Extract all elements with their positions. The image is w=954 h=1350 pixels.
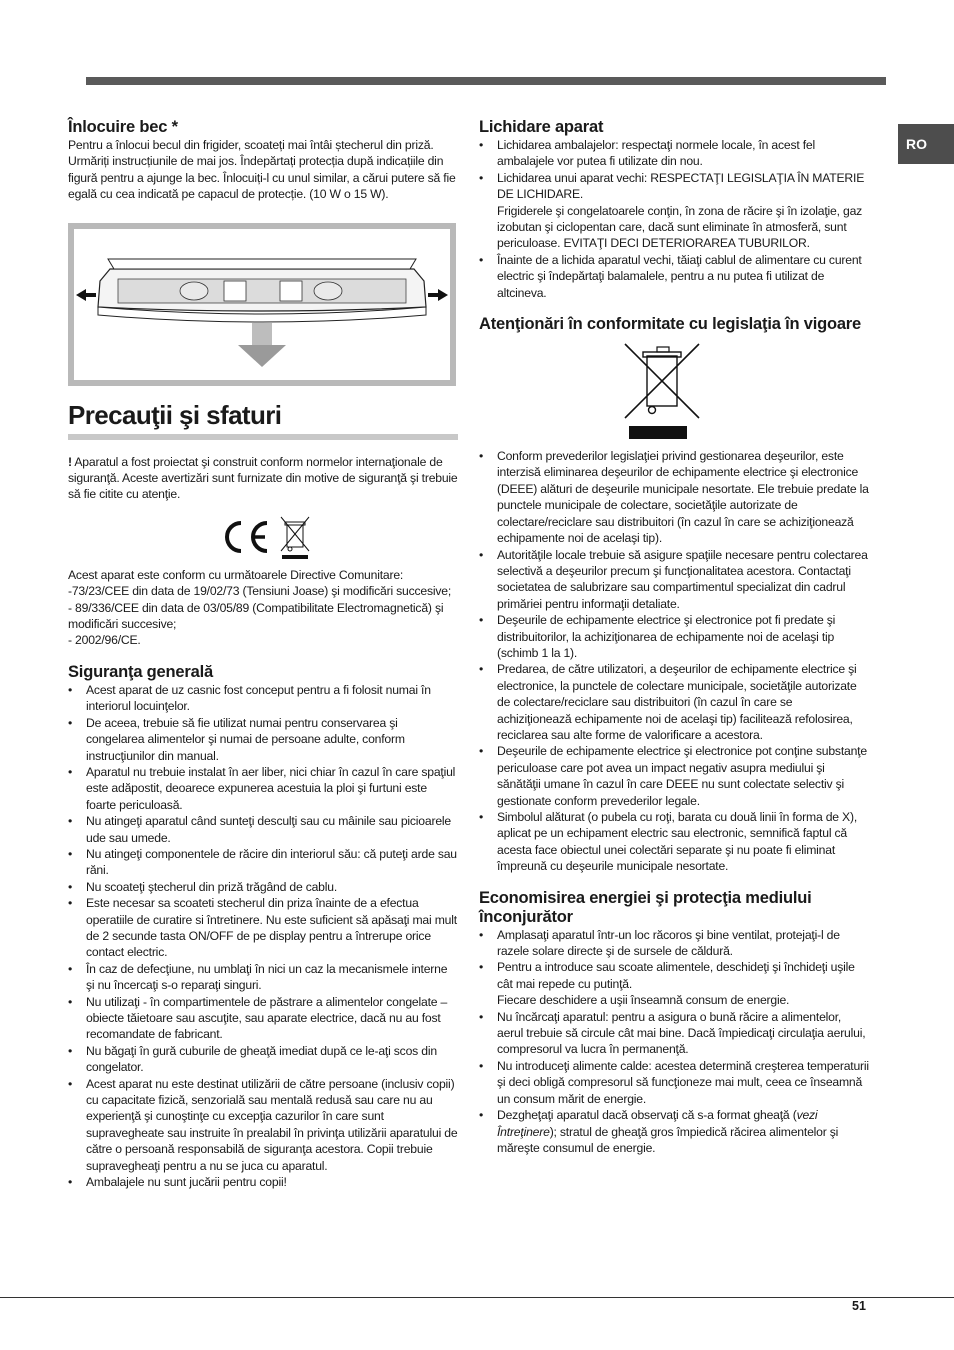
list-item: • Simbolul alăturat (o pubela cu roţi, barata cu două linii în forma de X), aplicat pe un echipament electric sau electronic, semnifică faptul că acesta face obiectul unei colectări separate şi nu poate fi eliminat împreună cu deşeurile municipale nesortate. bbox=[479, 809, 869, 875]
intro-text: Aparatul a fost proiectat şi construit conform normelor internaţionale de siguranţă. Aceste avertizări sunt furnizate din motive de siguranţă şi trebuie să fie citite cu atenţie. bbox=[68, 454, 458, 502]
list-item: • Nu atingeţi componentele de răcire din interiorul său: că puteţi arde sau răni. bbox=[68, 846, 458, 879]
list-item: • În caz de defecţiune, nu umblaţi în nici un caz la mecanismele interne şi nu încercaţi s-o reparaţi singuri. bbox=[68, 961, 458, 994]
lamp-cover-illustration bbox=[74, 229, 450, 380]
maintenance-reference: vezi Întreţinere bbox=[497, 1108, 818, 1139]
weee-list bbox=[479, 448, 869, 875]
disposal-title: Lichidare aparat bbox=[479, 118, 604, 136]
list-item: • Lichidarea ambalajelor: respectaţi normele locale, în acest fel ambalajele vor putea fi utilizate din nou. bbox=[479, 137, 869, 170]
list-item: • Predarea, de către utilizatori, a deşeurilor de echipamente electrice şi electronice, la punctele de colectare municipale, societăţile autorizate de colectare/reciclare sau distribuitori (în cazul în care se achiziţionează echipamente noi de acelaşi tip) facilitează refolosirea, reciclarea sau alte forme de valorificare a acestora. bbox=[479, 661, 869, 743]
list-item: • Aparatul nu trebuie instalat în aer liber, nici chiar în cazul în care spaţiul este adăpostit, deoarece expunerea acestuia la ploi şi furtuni este foarte periculoasă. bbox=[68, 764, 458, 813]
bulb-text: Pentru a înlocui becul din frigider, scoateți mai întâi ștecherul din priză. Urmăriți instrucțiunile de mai jos. Îndepărtați protecția după indicațiile din figură pentru a ajunge la bec. Înlocuiți-l cu unul similar, a cărui putere să fie egală cu cea indicată pe capacul de protecție. (10 W o 15 W). bbox=[68, 138, 456, 202]
precautions-intro bbox=[68, 454, 458, 503]
list-item: • Autorităţile locale trebuie să asigure spaţiile necesare pentru colectarea selectivă a deşeurilor precum şi funcţionalitatea acestora. Contactaţi societatea de salubrizare sau compartimentul specializat din cadrul primăriei pentru informaţii detaliate. bbox=[479, 547, 869, 613]
precautions-title: Precauţii şi sfaturi bbox=[68, 399, 282, 430]
weee-title: Atenţionări în conformitate cu legislaţia în vigoare bbox=[479, 315, 862, 334]
defrost-text-start: Dezgheţaţi aparatul dacă observaţi că s-a format gheaţă ( bbox=[497, 1108, 797, 1123]
bulb-title: Înlocuire bec * bbox=[68, 118, 178, 136]
ce-weee-icons bbox=[213, 513, 313, 561]
page-number: 51 bbox=[852, 1299, 866, 1313]
list-item: • De aceea, trebuie să fie utilizat numai pentru conservarea şi congelarea alimentelor şi numai de persoane adulte, conform instrucţiunilor din manual. bbox=[68, 715, 458, 764]
crossed-bin-icon bbox=[479, 342, 869, 440]
directive-line-3: - 2002/96/CE. bbox=[68, 633, 141, 648]
directive-line-1: -73/23/CEE din data de 19/02/73 (Tensiuni Joase) şi modificări succesive; bbox=[68, 584, 452, 599]
directive-line-0: Acest aparat este conform cu următoarele Directive Comunitare: bbox=[68, 567, 404, 582]
list-item: • Lichidarea unui aparat vechi: RESPECTAŢI LEGISLAŢIA ÎN MATERIE DE LICHIDARE. Frigiderele şi congelatoarele conţin, în zona de răcire şi în izolaţie, gaz izobutan şi ciclopentan care, dacă sunt eliminate în atmosferă, sunt periculoase. EVITAŢI DECI DETERIORAREA TUBURILOR. bbox=[479, 170, 869, 252]
title-underline bbox=[68, 434, 458, 440]
conformity-marks bbox=[68, 513, 458, 561]
list-item: • Nu încărcaţi aparatul: pentru a asigura o bună răcire a alimentelor, aerul trebuie să circule cât mai bine. Dacă împiedicaţi circulaţia aerului, compresorul va lucra în permanenţă. bbox=[479, 1009, 869, 1058]
disposal-list bbox=[479, 137, 869, 301]
directive-line-2: - 89/336/CEE din data de 03/05/89 (Compatibilitate Electromagnetică) şi modificări succesive; bbox=[68, 600, 444, 632]
list-item: • Nu atingeţi aparatul când sunteţi desculţi sau cu mâinile sau picioarele ude sau umede. bbox=[68, 813, 458, 846]
weee-symbol bbox=[479, 342, 869, 440]
list-item: • Nu introduceţi alimente calde: acestea determină creşterea temperaturii şi deci obligă compresorul să funcţioneze mai mult, ceea ce înseamnă un consum mărit de energie. bbox=[479, 1058, 869, 1107]
list-item: • Amplasaţi aparatul într-un loc răcoros şi bine ventilat, protejaţi-l de razele solare directe şi de sursele de căldură. bbox=[479, 927, 869, 960]
list-item: • Nu utilizaţi - în compartimentele de păstrare a alimentelor congelate – obiecte tăietoare sau ascuţite, sau aparate electrice, dacă nu au fost recomandate de fabricant. bbox=[68, 994, 458, 1043]
defrost-text-end: ); stratul de gheaţă gros împiedică răcirea alimentelor şi măreşte consumul de energie. bbox=[497, 1124, 839, 1155]
top-rule bbox=[86, 77, 886, 85]
list-item: • Acest aparat de uz casnic fost conceput pentru a fi folosit numai în interiorul locuinţelor. bbox=[68, 682, 458, 715]
list-item: • Nu băgaţi în gură cuburile de gheaţă imediat după ce le-aţi scos din congelator. bbox=[68, 1043, 458, 1076]
list-item: • Înainte de a lichida aparatul vechi, tăiaţi cablul de alimentare cu curent electric şi îndepărtaţi balamalele, pentru a nu putea fi utilizat de altcineva. bbox=[479, 252, 869, 301]
list-item: • Ambalajele nu sunt jucării pentru copii! bbox=[68, 1174, 458, 1190]
list-item: • Conform prevederilor legislaţiei privind gestionarea deşeurilor, este interzisă eliminarea deşeurilor de echipamente electrice şi electronice (DEEE) alături de deşeurile municipale nesortate. Ele trebuie predate la punctele municipale de colectare, societăţile autorizate de colectare/reciclare sau distribuitori (în cazul în care se achiziţionează echipamente noi de acelaşi tip). bbox=[479, 448, 869, 546]
safety-title: Siguranţa generală bbox=[68, 662, 213, 681]
energy-title: Economisirea energiei şi protecţia mediului înconjurător bbox=[479, 888, 812, 926]
list-item: • Deşeurile de echipamente electrice şi electronice pot fi predate şi distribuitorilor, la achiziţionarea de echipamente noi de acelaşi tip (schimb 1 la 1). bbox=[479, 612, 869, 661]
list-item: • Pentru a introduce sau scoate alimentele, deschideţi şi închideţi uşile cât mai repede cu putinţă. Fiecare deschidere a uşii înseamnă consum de energie. bbox=[479, 959, 869, 1008]
safety-list bbox=[68, 682, 458, 1191]
bottom-rule bbox=[0, 1297, 954, 1298]
right-column bbox=[479, 118, 869, 1156]
language-tab: RO bbox=[898, 124, 954, 164]
list-item: • Deşeurile de echipamente electrice şi electronice pot conţine substanţe periculoase care pot avea un impact negativ asupra mediului şi sănătăţii umane în cazul în care DEEE nu sunt colectate selectiv şi gestionate conform prevederilor legale. bbox=[479, 743, 869, 809]
list-item: • Acest aparat nu este destinat utilizării de către persoane (inclusiv copii) cu capacitate fizică, senzorială sau mentală redusă sau care nu au experienţă şi cunoştinţe cu excepţia cazurilor în care sunt supravegheate sau instruite în prealabil în privinţa utilizării aparatului de către o persoană responsabilă de siguranţa acestora. Copii trebuie supravegheaţi pentru a nu se juca cu aparatul. bbox=[68, 1076, 458, 1174]
warning-mark: ! bbox=[68, 454, 72, 469]
left-column bbox=[68, 118, 458, 1190]
list-item: • Este necesar sa scoateti stecherul din priza înainte de a efectua operatiile de curatire si întretinere. Nu este suficient să apăsaţi mai mult de 2 secunde tasta ON/OFF de pe display pentru a întrerupe orice contact electric. bbox=[68, 895, 458, 961]
energy-list bbox=[479, 927, 869, 1157]
bulb-cover-figure bbox=[68, 223, 456, 386]
list-item-defrost bbox=[479, 1107, 869, 1156]
list-item: • Nu scoateţi ştecherul din priză trăgând de cablu. bbox=[68, 879, 458, 895]
